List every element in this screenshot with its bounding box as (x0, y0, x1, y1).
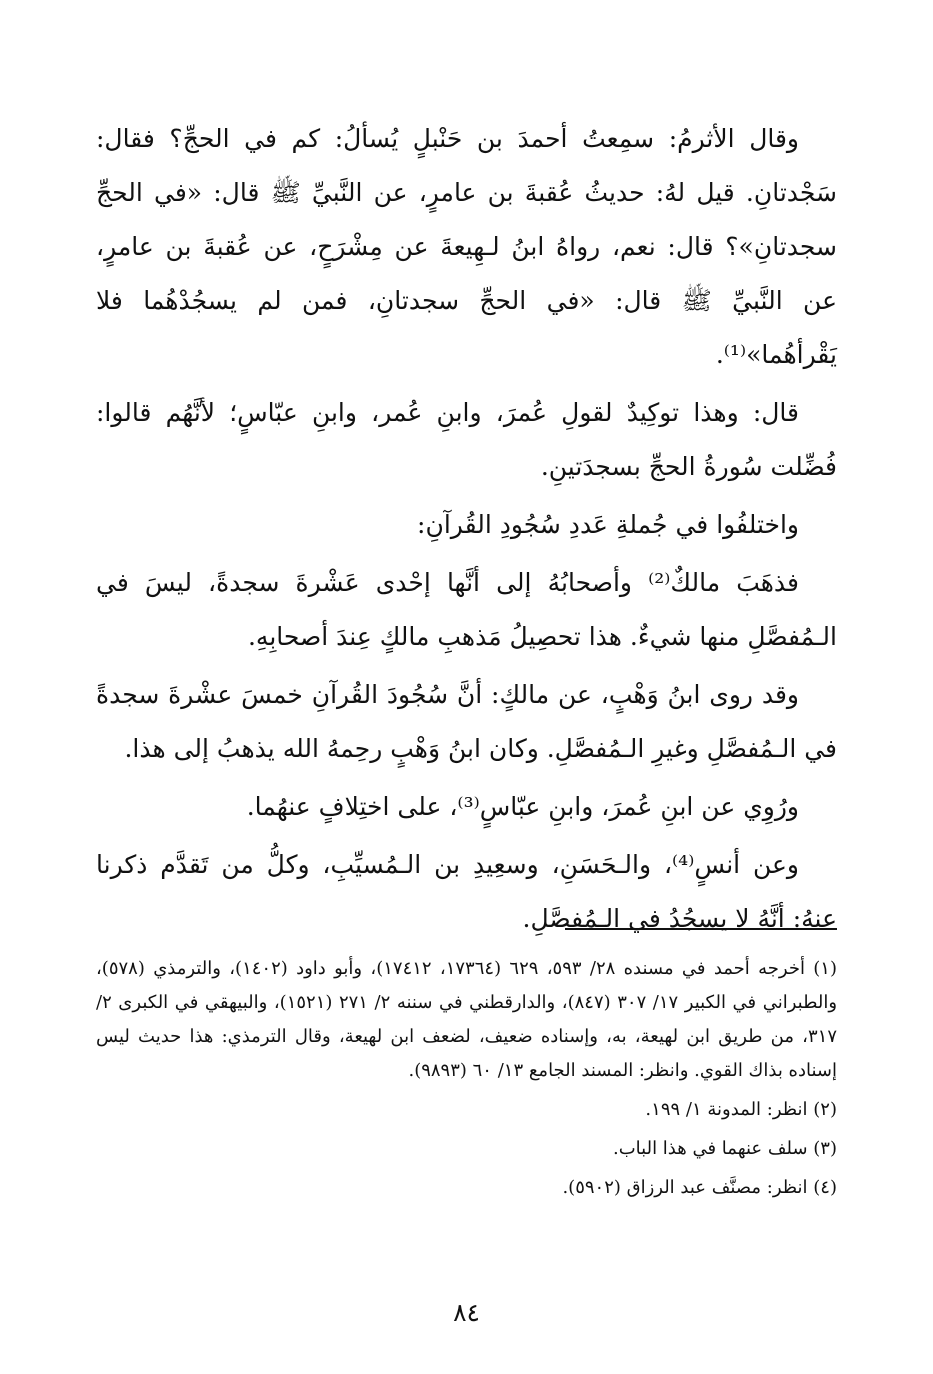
main-text (96, 112, 837, 950)
paragraph-disagreement: واختلفُوا في جُملةِ عَددِ سُجُودِ القُرآنِ: (417, 510, 799, 539)
footnote-3: (٣) سلف عنهما في هذا الباب. (613, 1138, 837, 1159)
paragraph-ibn-wahb: وقد روى ابنُ وَهْبٍ، عن مالكٍ: أنَّ سُجُودَ القُرآنِ خمسَ عشْرةَ سجدةً في الـمُفصَّلِ وغيرِ الـمُفصَّلِ. وكان ابنُ وَهْبٍ رحِمهُ الله يذهبُ إلى هذا. (96, 680, 837, 763)
paragraph-malik: فذهَبَ مالكٌ⁽²⁾ وأصحابُهُ إلى أنَّها إحْدى عَشْرةَ سجدةً، ليسَ في الـمُفصَّلِ منها شيءٌ. هذا تحصِيلُ مَذهبِ مالكٍ عِندَ أصحابِهِ. (96, 568, 837, 651)
paragraph-anas: وعن أنسٍ⁽⁴⁾، والـحَسَنِ، وسعِيدِ بن الـمُسيِّبِ، وكلُّ من تَقدَّم ذكرنا عنهُ: أنَّهُ لا يسجُدُ في الـمُفصَّلِ. (96, 850, 837, 933)
paragraph-athram: وقال الأثرمُ: سمِعتُ أحمدَ بن حَنْبلٍ يُسألُ: كم في الحجِّ؟ فقال: سَجْدتانِ. قيل لهُ: حديثُ عُقبةَ بن عامرٍ، عن النَّبيِّ ﷺ قال: «في الحجِّ سجدتانِ»؟ قال: نعم، رواهُ ابنُ لـهِيعةَ عن مِشْرَحٍ، عن عُقبةَ بن عامرٍ، عن النَّبيِّ ﷺ قال: «في الحجِّ سجدتانِ، فمن لم يسجُدْهُما فلا يَقْرأهُما»⁽¹⁾. (96, 124, 837, 369)
page-number: ٨٤ (453, 1298, 480, 1327)
footnote-4: (٤) انظر: مصنَّف عبد الرزاق (٥٩٠٢). (562, 1177, 837, 1198)
paragraph-emphasis: قال: وهذا توكِيدٌ لقولِ عُمرَ، وابنِ عُمر، وابنِ عبّاسٍ؛ لأنَّهُم قالوا: فُضِّلت سُورةُ الحجِّ بسجدَتينِ. (96, 398, 837, 481)
footnote-1: (١) أخرجه أحمد في مسنده ٢٨/ ٥٩٣، ٦٢٩ (١٧٣٦٤، ١٧٤١٢)، وأبو داود (١٤٠٢)، والترمذي (٥٧٨)، والطبراني في الكبير ١٧/ ٣٠٧ (٨٤٧)، والدارقطني في سننه ٢/ ٢٧١ (١٥٢١)، والبيهقي في الكبرى ٢/ ٣١٧، من طريق ابن لهيعة، به، وإسناده ضعيف، لضعف ابن لهيعة، وقال الترمذي: هذا حديث ليس إسناده بذاك القوي. وانظر: المسند الجامع ١٣/ ٦٠ (٩٨٩٣). (96, 958, 838, 1081)
footnote-2: (٢) انظر: المدونة ١/ ١٩٩. (645, 1099, 837, 1120)
footnote-separator (565, 928, 837, 930)
footnotes (96, 952, 837, 1210)
paragraph-ibn-umar: ورُوِي عن ابنِ عُمرَ، وابنِ عبّاسٍ⁽³⁾، على اختِلافٍ عنهُما. (246, 792, 799, 821)
